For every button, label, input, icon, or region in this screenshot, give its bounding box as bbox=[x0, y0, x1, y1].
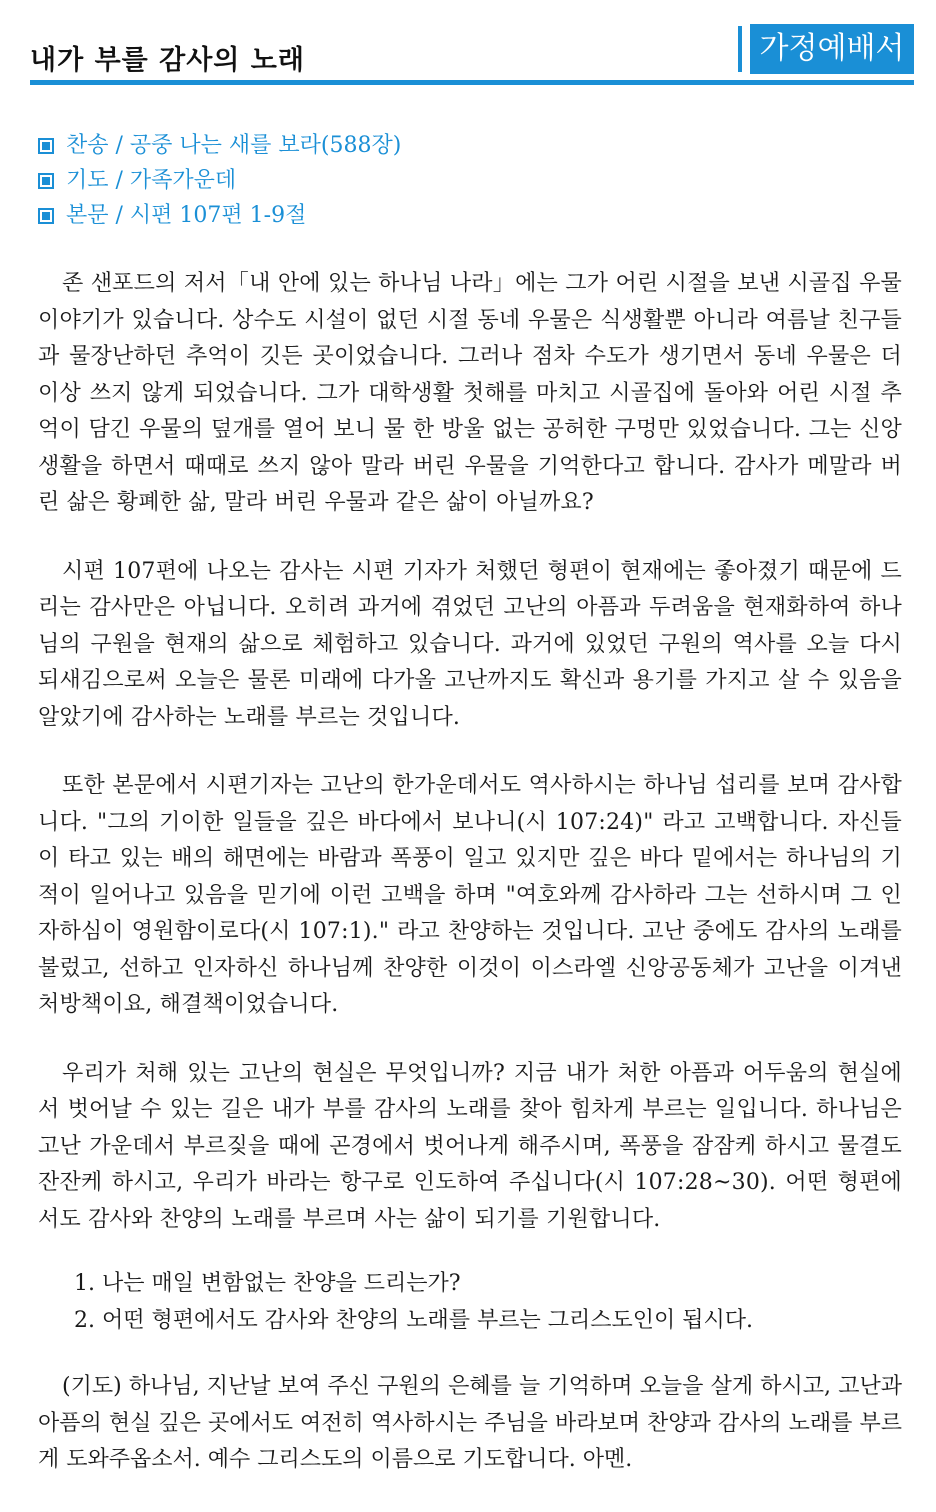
section-tag: 가정예배서 bbox=[750, 24, 914, 74]
paragraph-2: 시편 107편에 나오는 감사는 시편 기자가 처했던 형편이 현재에는 좋아졌기 때문에 드리는 감사만은 아닙니다. 오히려 과거에 겪었던 고난의 아픔과 두려움을 현재화하여 하나님의 구원을 현재의 삶으로 체험하고 있습니다. 과거에 있었던 구원의 역사를 오늘 다시 되새김으로써 오늘은 물론 미래에 다가올 고난까지도 확신과 용기를 가지고 살 수 있음을 알았기에 감사하는 노래를 부르는 것입니다. bbox=[38, 558, 902, 730]
prayer-info-text: 기도 / 가족가운데 bbox=[66, 168, 237, 193]
closing-prayer: (기도) 하나님, 지난날 보여 주신 구원의 은혜를 늘 기억하며 오늘을 살게 하시고, 고난과 아픔의 현실 깊은 곳에서도 여전히 역사하시는 주님을 바라보며 찬양과 감사의 노래를 부르게 도와주옵소서. 예수 그리스도의 이름으로 기도합니다. 아멘. bbox=[38, 1374, 902, 1472]
square-bullet-icon bbox=[38, 208, 54, 224]
reflection-questions bbox=[74, 1266, 902, 1339]
paragraph-4: 우리가 처해 있는 고난의 현실은 무엇입니까? 지금 내가 처한 아픔과 어두움의 현실에서 벗어날 수 있는 길은 내가 부를 감사의 노래를 찾아 힘차게 부르는 일입니다. 하나님은 고난 가운데서 부르짖을 때에 곤경에서 벗어나게 해주시며, 폭풍을 잠잠케 하시고 물결도 잔잔케 하시고, 우리가 바라는 항구로 인도하여 주십니다(시 107:28~30). 어떤 형편에서도 감사와 찬양의 노래를 부르며 사는 삶이 되기를 기원합니다. bbox=[38, 1060, 902, 1232]
scripture-line bbox=[38, 198, 401, 233]
hymn-text: 찬송 / 공중 나는 새를 보라(588장) bbox=[66, 133, 402, 158]
page-header bbox=[30, 22, 914, 86]
worship-info bbox=[38, 128, 401, 233]
paragraph-1: 존 샌포드의 저서「내 안에 있는 하나님 나라」에는 그가 어린 시절을 보낸 시골집 우물 이야기가 있습니다. 상수도 시설이 없던 시절 동네 우물은 식생활뿐 아니라 여름날 친구들과 물장난하던 추억이 깃든 곳이었습니다. 그러나 점차 수도가 생기면서 동네 우물은 더 이상 쓰지 않게 되었습니다. 그가 대학생활 첫해를 마치고 시골집에 돌아와 어린 시절 추억이 담긴 우물의 덮개를 열어 보니 물 한 방울 없는 공허한 구멍만 있었습니다. 그는 신앙생활을 하면서 때때로 쓰지 않아 말라 버린 우물을 기억한다고 합니다. 감사가 메말라 버린 삶은 황폐한 삶, 말라 버린 우물과 같은 삶이 아닐까요? bbox=[38, 271, 902, 515]
hymn-line bbox=[38, 128, 401, 163]
prayer-info-line bbox=[38, 163, 401, 198]
page-title: 내가 부를 감사의 노래 bbox=[30, 45, 305, 76]
question-1: 1. 나는 매일 변함없는 찬양을 드리는가? bbox=[74, 1271, 461, 1296]
devotion-body bbox=[38, 266, 902, 1479]
question-2: 2. 어떤 형편에서도 감사와 찬양의 노래를 부르는 그리스도인이 됩시다. bbox=[74, 1307, 753, 1333]
tag-accent-bar bbox=[738, 26, 742, 72]
header-divider bbox=[30, 80, 914, 85]
scripture-text: 본문 / 시편 107편 1-9절 bbox=[66, 203, 307, 228]
square-bullet-icon bbox=[38, 138, 54, 154]
square-bullet-icon bbox=[38, 173, 54, 189]
paragraph-3: 또한 본문에서 시편기자는 고난의 한가운데서도 역사하시는 하나님 섭리를 보며 감사합니다. "그의 기이한 일들을 깊은 바다에서 보나니(시 107:24)" 라고 고백합니다. 자신들이 타고 있는 배의 해면에는 바람과 폭풍이 일고 있지만 깊은 바다 밑에서는 하나님의 기적이 일어나고 있음을 믿기에 이런 고백을 하며 "여호와께 감사하라 그는 선하시며 그 인자하심이 영원함이로다(시 107:1)." 라고 찬양하는 것입니다. 고난 중에도 감사의 노래를 불렀고, 선하고 인자하신 하나님께 찬양한 이것이 이스라엘 신앙공동체가 고난을 이겨낸 처방책이요, 해결책이었습니다. bbox=[38, 773, 902, 1017]
